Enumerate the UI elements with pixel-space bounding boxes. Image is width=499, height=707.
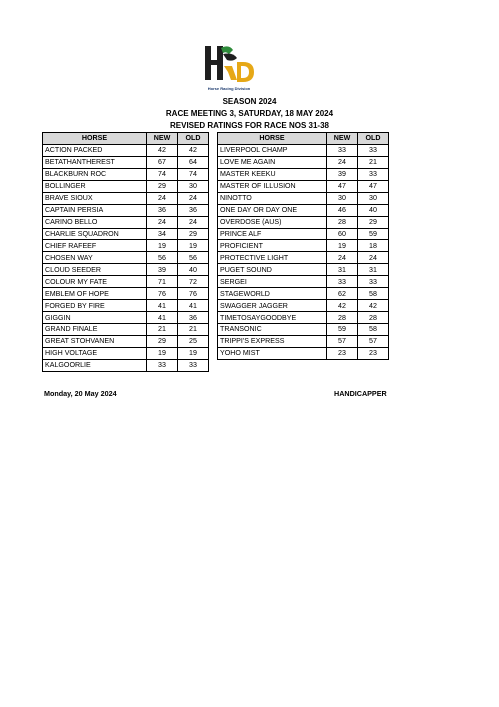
- old-rating-cell: 24: [178, 192, 209, 204]
- old-rating-cell: 19: [178, 347, 209, 359]
- old-column-header: OLD: [178, 133, 209, 145]
- horse-name-cell: CHOSEN WAY: [43, 252, 147, 264]
- old-rating-cell: 23: [358, 347, 389, 359]
- table-row: [218, 144, 389, 156]
- new-rating-cell: 57: [327, 335, 358, 347]
- old-rating-cell: 31: [358, 264, 389, 276]
- new-rating-cell: 41: [147, 300, 178, 312]
- new-rating-cell: 19: [147, 240, 178, 252]
- table-row: [43, 156, 209, 168]
- horse-name-cell: PROTECTIVE LIGHT: [218, 252, 327, 264]
- new-rating-cell: 67: [147, 156, 178, 168]
- new-rating-cell: 33: [327, 276, 358, 288]
- new-rating-cell: 28: [327, 312, 358, 324]
- table-row: [218, 324, 389, 336]
- horse-name-cell: OVERDOSE (AUS): [218, 216, 327, 228]
- new-rating-cell: 24: [327, 156, 358, 168]
- new-rating-cell: 60: [327, 228, 358, 240]
- old-rating-cell: 21: [178, 324, 209, 336]
- horse-name-cell: CARINO BELLO: [43, 216, 147, 228]
- horse-name-cell: BRAVE SIOUX: [43, 192, 147, 204]
- horse-name-cell: EMBLEM OF HOPE: [43, 288, 147, 300]
- new-rating-cell: 33: [147, 359, 178, 371]
- horse-name-cell: PRINCE ALF: [218, 228, 327, 240]
- new-rating-cell: 39: [327, 168, 358, 180]
- table-row: [218, 252, 389, 264]
- horse-name-cell: TRIPPI'S EXPRESS: [218, 335, 327, 347]
- horse-name-cell: COLOUR MY FATE: [43, 276, 147, 288]
- horse-name-cell: PUGET SOUND: [218, 264, 327, 276]
- new-rating-cell: 41: [147, 312, 178, 324]
- table-row: [43, 240, 209, 252]
- table-row: [43, 300, 209, 312]
- horse-name-cell: SERGEI: [218, 276, 327, 288]
- horse-column-header: HORSE: [218, 133, 327, 145]
- old-rating-cell: 76: [178, 288, 209, 300]
- old-rating-cell: 18: [358, 240, 389, 252]
- horse-name-cell: NINOTTO: [218, 192, 327, 204]
- table-row: [218, 180, 389, 192]
- old-rating-cell: 64: [178, 156, 209, 168]
- horse-name-cell: GREAT STOHVANEN: [43, 335, 147, 347]
- new-rating-cell: 59: [327, 324, 358, 336]
- ratings-table-right: [217, 132, 389, 360]
- new-rating-cell: 31: [327, 264, 358, 276]
- hrd-logo: [199, 44, 259, 84]
- meeting-title: RACE MEETING 3, SATURDAY, 18 MAY 2024: [165, 109, 334, 118]
- table-row: [43, 204, 209, 216]
- old-rating-cell: 21: [358, 156, 389, 168]
- horse-name-cell: BLACKBURN ROC: [43, 168, 147, 180]
- horse-name-cell: GIGGIN: [43, 312, 147, 324]
- horse-name-cell: STAGEWORLD: [218, 288, 327, 300]
- new-rating-cell: 42: [327, 300, 358, 312]
- old-rating-cell: 40: [358, 204, 389, 216]
- table-header-row: [218, 133, 389, 145]
- new-rating-cell: 47: [327, 180, 358, 192]
- horse-name-cell: HIGH VOLTAGE: [43, 347, 147, 359]
- table-row: [218, 300, 389, 312]
- old-rating-cell: 36: [178, 312, 209, 324]
- table-row: [43, 252, 209, 264]
- horse-name-cell: LIVERPOOL CHAMP: [218, 144, 327, 156]
- table-row: [218, 204, 389, 216]
- table-row: [43, 347, 209, 359]
- new-rating-cell: 46: [327, 204, 358, 216]
- table-header-row: [43, 133, 209, 145]
- table-row: [43, 335, 209, 347]
- old-rating-cell: 29: [358, 216, 389, 228]
- horse-name-cell: MASTER OF ILLUSION: [218, 180, 327, 192]
- horse-name-cell: CAPTAIN PERSIA: [43, 204, 147, 216]
- new-rating-cell: 24: [147, 192, 178, 204]
- old-rating-cell: 30: [178, 180, 209, 192]
- horse-name-cell: YOHO MIST: [218, 347, 327, 359]
- horse-name-cell: CLOUD SEEDER: [43, 264, 147, 276]
- ratings-subtitle: REVISED RATINGS FOR RACE NOS 31-38: [170, 121, 329, 130]
- ratings-table-left: [42, 132, 209, 372]
- new-rating-cell: 34: [147, 228, 178, 240]
- old-rating-cell: 29: [178, 228, 209, 240]
- new-rating-cell: 76: [147, 288, 178, 300]
- old-rating-cell: 36: [178, 204, 209, 216]
- horse-name-cell: PROFICIENT: [218, 240, 327, 252]
- table-row: [43, 288, 209, 300]
- table-row: [218, 228, 389, 240]
- new-rating-cell: 24: [147, 216, 178, 228]
- old-rating-cell: 72: [178, 276, 209, 288]
- new-column-header: NEW: [327, 133, 358, 145]
- horse-name-cell: SWAGGER JAGGER: [218, 300, 327, 312]
- old-rating-cell: 24: [358, 252, 389, 264]
- table-row: [218, 276, 389, 288]
- new-rating-cell: 36: [147, 204, 178, 216]
- old-rating-cell: 33: [358, 276, 389, 288]
- table-row: [43, 216, 209, 228]
- table-row: [218, 168, 389, 180]
- horse-name-cell: BOLLINGER: [43, 180, 147, 192]
- new-rating-cell: 19: [147, 347, 178, 359]
- new-rating-cell: 21: [147, 324, 178, 336]
- new-rating-cell: 71: [147, 276, 178, 288]
- new-rating-cell: 29: [147, 180, 178, 192]
- table-row: [43, 264, 209, 276]
- old-rating-cell: 58: [358, 288, 389, 300]
- old-rating-cell: 30: [358, 192, 389, 204]
- horse-name-cell: KALGOORLIE: [43, 359, 147, 371]
- old-rating-cell: 57: [358, 335, 389, 347]
- table-row: [43, 180, 209, 192]
- new-rating-cell: 62: [327, 288, 358, 300]
- table-row: [218, 156, 389, 168]
- horse-name-cell: ONE DAY OR DAY ONE: [218, 204, 327, 216]
- table-row: [43, 276, 209, 288]
- table-row: [218, 216, 389, 228]
- horse-name-cell: TRANSONIC: [218, 324, 327, 336]
- old-rating-cell: 42: [178, 144, 209, 156]
- old-rating-cell: 33: [178, 359, 209, 371]
- horse-name-cell: GRAND FINALE: [43, 324, 147, 336]
- old-rating-cell: 59: [358, 228, 389, 240]
- old-rating-cell: 25: [178, 335, 209, 347]
- handicapper-signature: HANDICAPPER: [334, 389, 387, 398]
- table-row: [218, 312, 389, 324]
- table-row: [43, 359, 209, 371]
- horse-name-cell: CHARLIE SQUADRON: [43, 228, 147, 240]
- old-rating-cell: 41: [178, 300, 209, 312]
- report-date: Monday, 20 May 2024: [44, 389, 117, 398]
- old-rating-cell: 47: [358, 180, 389, 192]
- horse-name-cell: FORGED BY FIRE: [43, 300, 147, 312]
- new-rating-cell: 74: [147, 168, 178, 180]
- horse-name-cell: LOVE ME AGAIN: [218, 156, 327, 168]
- new-rating-cell: 39: [147, 264, 178, 276]
- table-row: [218, 288, 389, 300]
- old-rating-cell: 24: [178, 216, 209, 228]
- table-row: [218, 240, 389, 252]
- new-rating-cell: 30: [327, 192, 358, 204]
- horse-column-header: HORSE: [43, 133, 147, 145]
- season-title: SEASON 2024: [222, 97, 277, 106]
- horse-name-cell: BETATHANTHEREST: [43, 156, 147, 168]
- new-rating-cell: 29: [147, 335, 178, 347]
- logo-caption: Horse Racing Division: [207, 86, 251, 91]
- old-rating-cell: 19: [178, 240, 209, 252]
- new-rating-cell: 42: [147, 144, 178, 156]
- new-rating-cell: 56: [147, 252, 178, 264]
- new-rating-cell: 33: [327, 144, 358, 156]
- new-rating-cell: 23: [327, 347, 358, 359]
- horse-name-cell: TIMETOSAYGOODBYE: [218, 312, 327, 324]
- table-row: [218, 335, 389, 347]
- table-row: [43, 228, 209, 240]
- table-row: [43, 192, 209, 204]
- table-row: [43, 144, 209, 156]
- new-rating-cell: 24: [327, 252, 358, 264]
- new-rating-cell: 28: [327, 216, 358, 228]
- horse-name-cell: ACTION PACKED: [43, 144, 147, 156]
- table-row: [218, 347, 389, 359]
- new-column-header: NEW: [147, 133, 178, 145]
- table-row: [218, 264, 389, 276]
- horse-name-cell: MASTER KEEKU: [218, 168, 327, 180]
- new-rating-cell: 19: [327, 240, 358, 252]
- table-row: [43, 324, 209, 336]
- old-rating-cell: 74: [178, 168, 209, 180]
- table-row: [43, 312, 209, 324]
- old-rating-cell: 56: [178, 252, 209, 264]
- old-rating-cell: 28: [358, 312, 389, 324]
- old-rating-cell: 42: [358, 300, 389, 312]
- old-rating-cell: 40: [178, 264, 209, 276]
- old-rating-cell: 33: [358, 168, 389, 180]
- table-row: [218, 192, 389, 204]
- old-rating-cell: 58: [358, 324, 389, 336]
- old-rating-cell: 33: [358, 144, 389, 156]
- old-column-header: OLD: [358, 133, 389, 145]
- horse-name-cell: CHIEF RAFEEF: [43, 240, 147, 252]
- table-row: [43, 168, 209, 180]
